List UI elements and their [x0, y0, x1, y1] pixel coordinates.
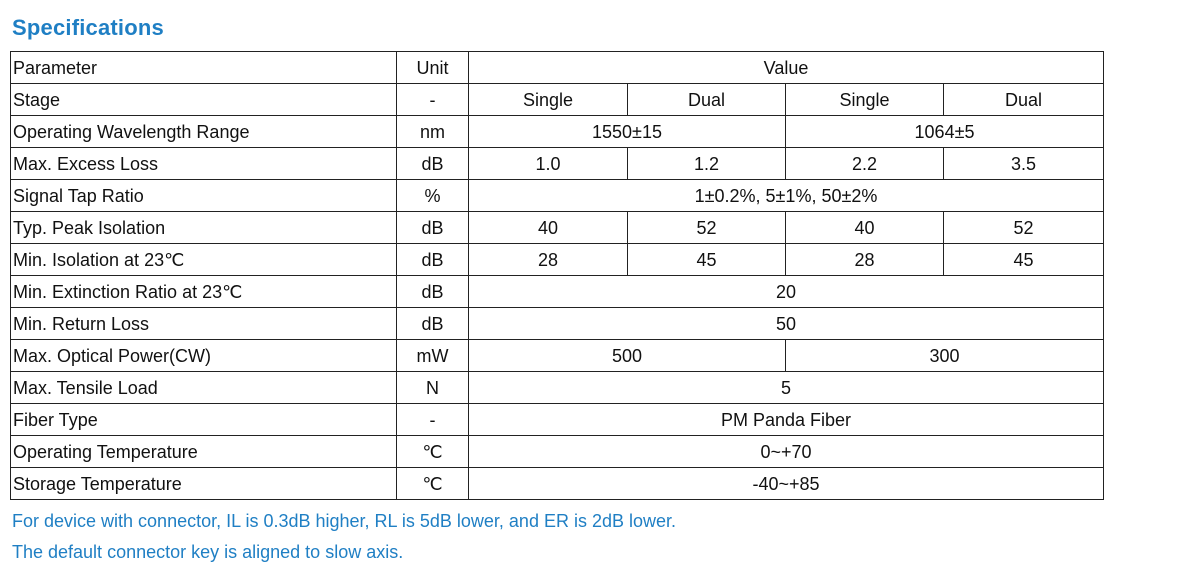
value-cell: 3.5 [944, 148, 1104, 180]
value-cell: PM Panda Fiber [469, 404, 1104, 436]
specifications-table [10, 51, 1104, 500]
value-cell: Single [786, 84, 944, 116]
header-parameter: Parameter [11, 52, 397, 84]
table-row [11, 84, 1104, 116]
unit-cell: nm [397, 116, 469, 148]
value-cell: 1064±5 [786, 116, 1104, 148]
value-cell: 1.2 [628, 148, 786, 180]
table-row [11, 372, 1104, 404]
value-cell: 500 [469, 340, 786, 372]
table-row [11, 212, 1104, 244]
unit-cell: dB [397, 276, 469, 308]
value-cell: 1.0 [469, 148, 628, 180]
connector-key-note: The default connector key is aligned to slow axis. [12, 542, 404, 562]
parameter-cell: Operating Temperature [11, 436, 397, 468]
value-cell: 0~+70 [469, 436, 1104, 468]
parameter-cell: Min. Extinction Ratio at 23℃ [11, 276, 397, 308]
connector-note: For device with connector, IL is 0.3dB higher, RL is 5dB lower, and ER is 2dB lower. [12, 511, 677, 531]
parameter-cell: Fiber Type [11, 404, 397, 436]
parameter-cell: Max. Excess Loss [11, 148, 397, 180]
parameter-cell: Operating Wavelength Range [11, 116, 397, 148]
parameter-cell: Stage [11, 84, 397, 116]
parameter-cell: Min. Return Loss [11, 308, 397, 340]
unit-cell: mW [397, 340, 469, 372]
header-unit: Unit [397, 52, 469, 84]
table-row [11, 340, 1104, 372]
parameter-cell: Max. Tensile Load [11, 372, 397, 404]
unit-cell: dB [397, 212, 469, 244]
table-row [11, 468, 1104, 500]
parameter-cell: Min. Isolation at 23℃ [11, 244, 397, 276]
unit-cell: ℃ [397, 436, 469, 468]
table-header-row [11, 52, 1104, 84]
unit-cell: dB [397, 148, 469, 180]
table-row [11, 404, 1104, 436]
table-row [11, 244, 1104, 276]
table-row [11, 180, 1104, 212]
parameter-cell: Typ. Peak Isolation [11, 212, 397, 244]
value-cell: 5 [469, 372, 1104, 404]
unit-cell: dB [397, 244, 469, 276]
parameter-cell: Storage Temperature [11, 468, 397, 500]
value-cell: 300 [786, 340, 1104, 372]
unit-cell: - [397, 84, 469, 116]
value-cell: 2.2 [786, 148, 944, 180]
value-cell: Single [469, 84, 628, 116]
unit-cell: N [397, 372, 469, 404]
table-row [11, 308, 1104, 340]
parameter-cell: Max. Optical Power(CW) [11, 340, 397, 372]
unit-cell: - [397, 404, 469, 436]
page-title: Specifications [12, 15, 164, 40]
parameter-cell: Signal Tap Ratio [11, 180, 397, 212]
table-row [11, 148, 1104, 180]
value-cell: 1±0.2%, 5±1%, 50±2% [469, 180, 1104, 212]
value-cell: 52 [944, 212, 1104, 244]
table-row [11, 436, 1104, 468]
value-cell: 40 [786, 212, 944, 244]
unit-cell: % [397, 180, 469, 212]
value-cell: Dual [628, 84, 786, 116]
header-value: Value [469, 52, 1104, 84]
table-row [11, 116, 1104, 148]
value-cell: 20 [469, 276, 1104, 308]
value-cell: 1550±15 [469, 116, 786, 148]
table-row [11, 276, 1104, 308]
unit-cell: dB [397, 308, 469, 340]
value-cell: 40 [469, 212, 628, 244]
value-cell: 28 [469, 244, 628, 276]
unit-cell: ℃ [397, 468, 469, 500]
value-cell: 45 [944, 244, 1104, 276]
value-cell: 52 [628, 212, 786, 244]
value-cell: Dual [944, 84, 1104, 116]
value-cell: 28 [786, 244, 944, 276]
value-cell: 50 [469, 308, 1104, 340]
value-cell: 45 [628, 244, 786, 276]
value-cell: -40~+85 [469, 468, 1104, 500]
